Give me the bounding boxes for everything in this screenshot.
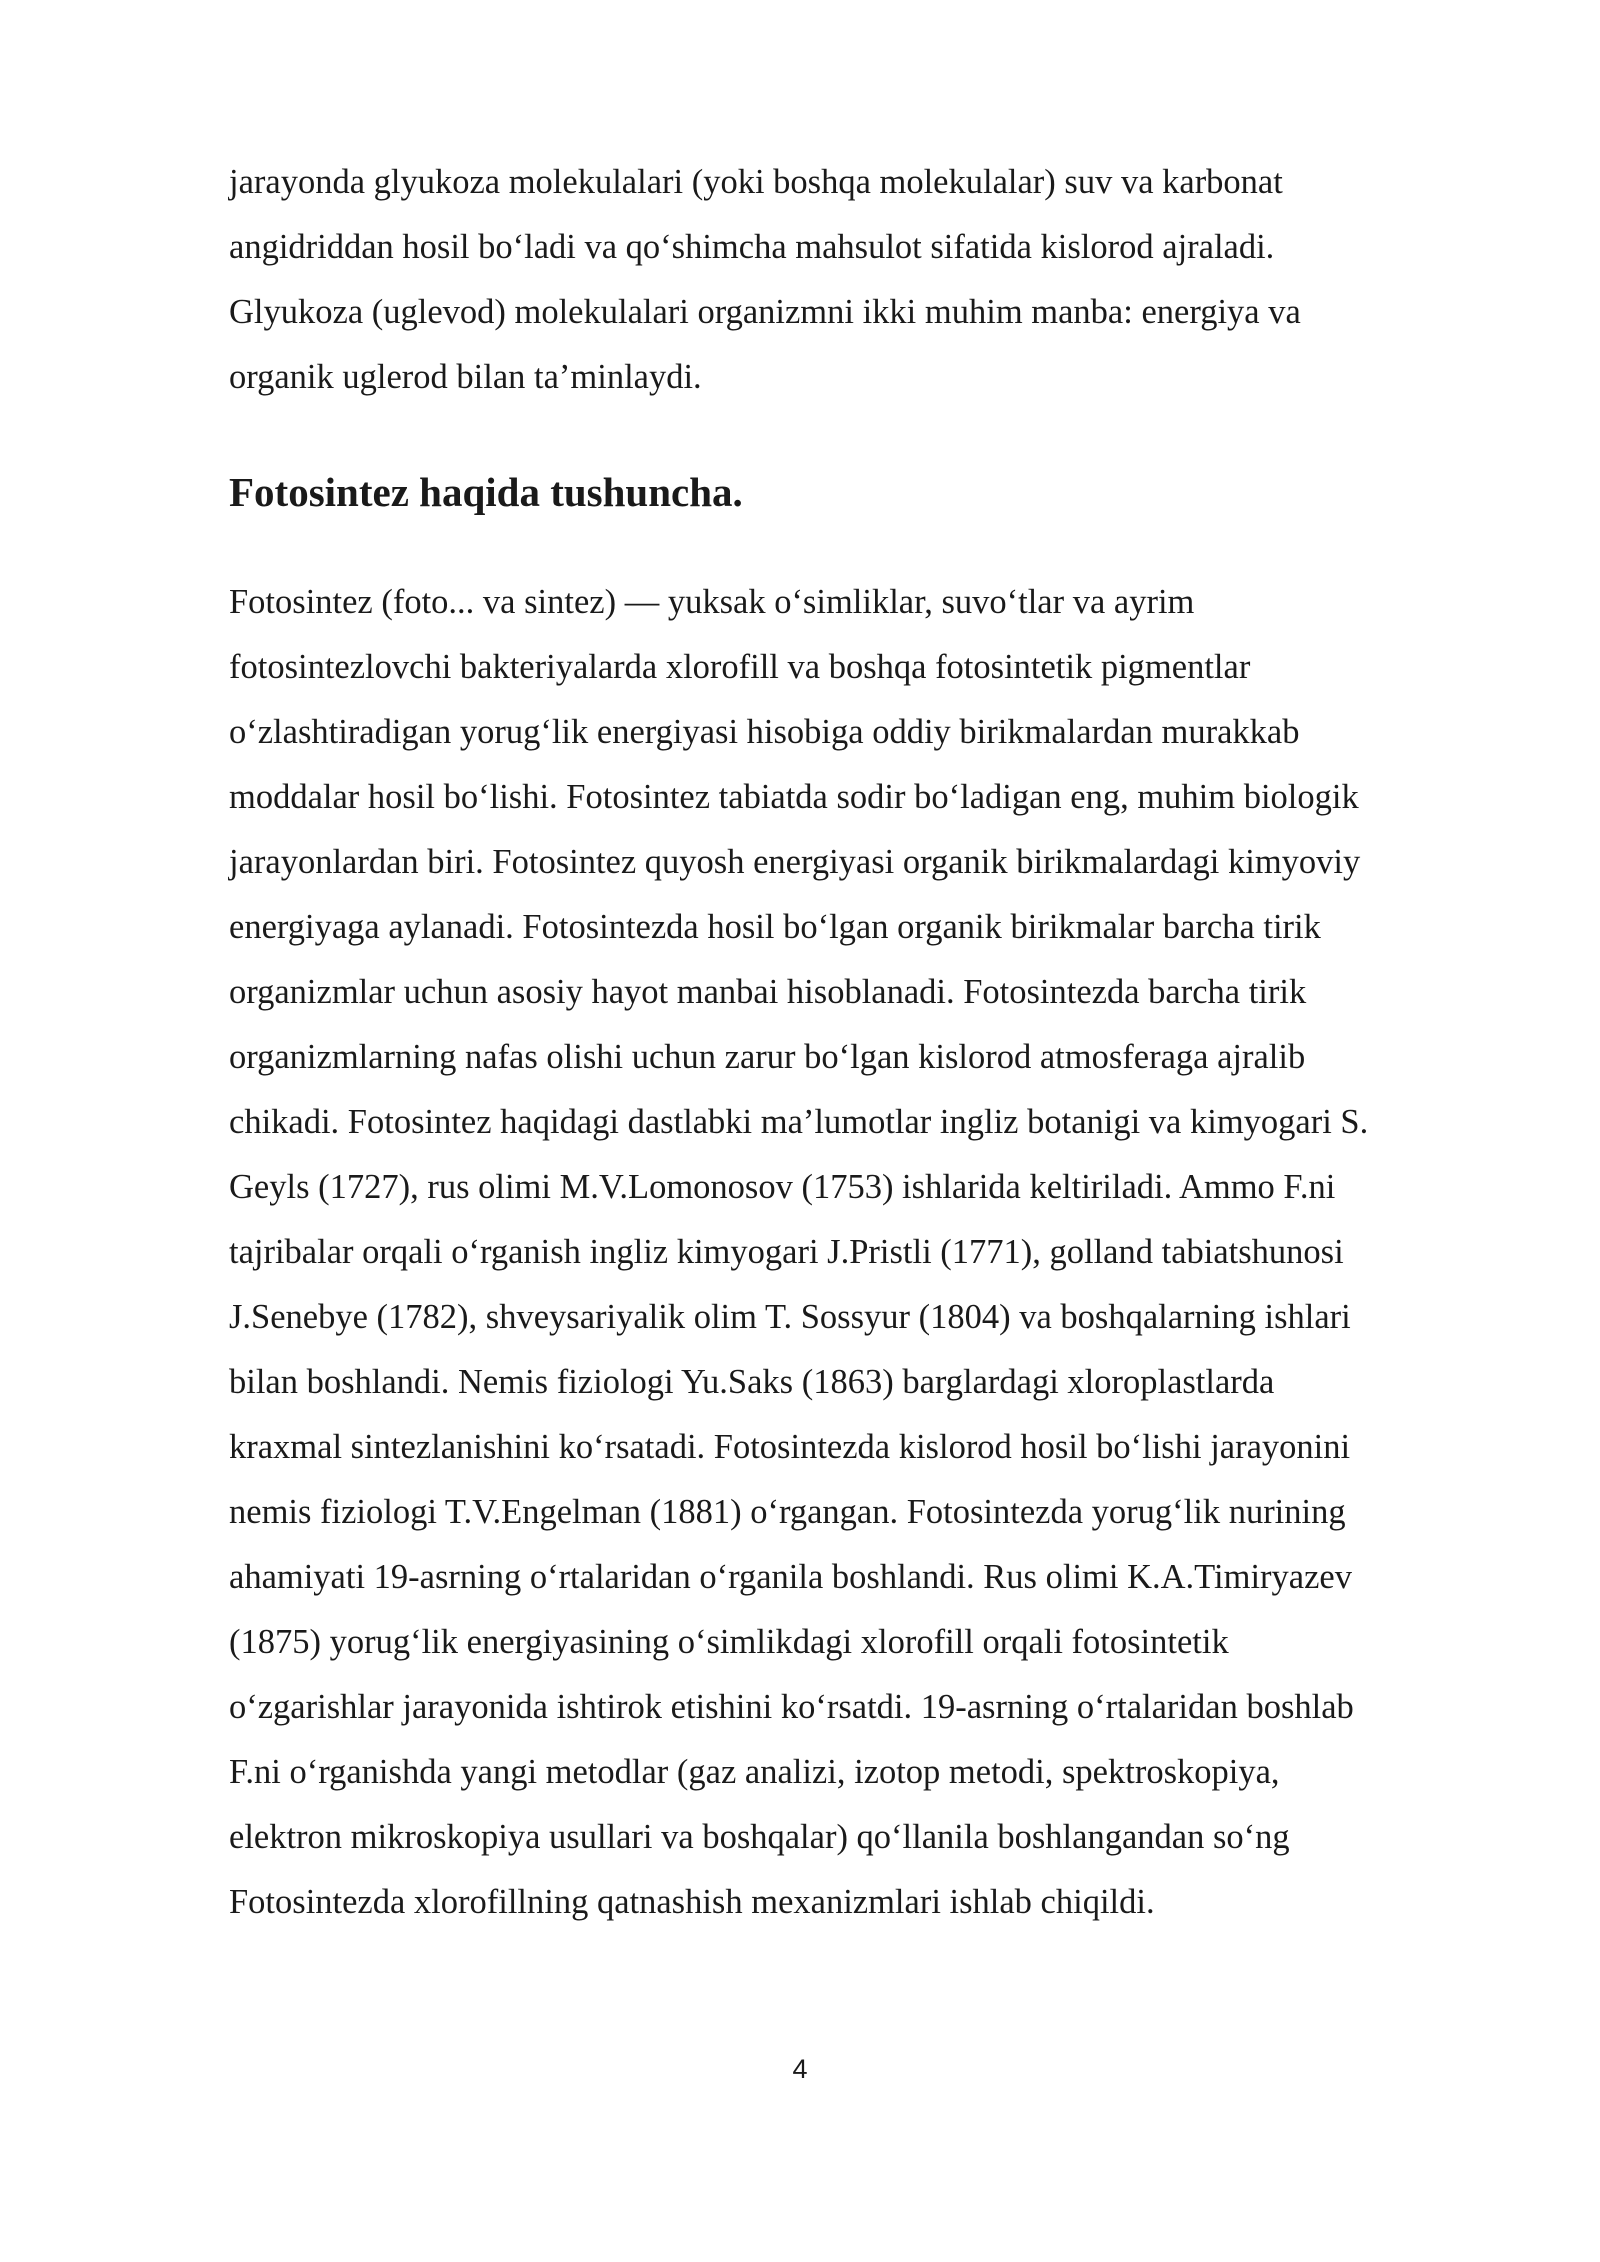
page-number: 4 xyxy=(792,2054,808,2084)
body-line: Fotosintezda xlorofillning qatnashish mexanizmlari ishlab chiqildi. xyxy=(229,1883,1155,1921)
intro-line: organik uglerod bilan ta’minlaydi. xyxy=(229,358,702,396)
section-heading: Fotosintez haqida tushuncha. xyxy=(229,469,743,515)
body-line: chikadi. Fotosintez haqidagi dastlabki ma’lumotlar ingliz botanigi va kimyogari S. xyxy=(229,1103,1369,1141)
body-line: energiyaga aylanadi. Fotosintezda hosil bo‘lgan organik birikmalar barcha tirik xyxy=(229,908,1321,946)
body-paragraph xyxy=(229,570,1479,1935)
body-line: ahamiyati 19-asrning o‘rtalaridan o‘rganila boshlandi. Rus olimi K.A.Timiryazev xyxy=(229,1558,1352,1596)
body-line: Geyls (1727), rus olimi M.V.Lomonosov (1753) ishlarida keltiriladi. Ammo F.ni xyxy=(229,1168,1336,1206)
intro-line: angidriddan hosil bo‘ladi va qo‘shimcha mahsulot sifatida kislorod ajraladi. xyxy=(229,228,1275,266)
body-line: bilan boshlandi. Nemis fiziologi Yu.Saks (1863) barglardagi xloroplastlarda xyxy=(229,1363,1275,1401)
body-line: elektron mikroskopiya usullari va boshqalar) qo‘llanila boshlangandan so‘ng xyxy=(229,1818,1290,1856)
intro-line: Glyukoza (uglevod) molekulalari organizmni ikki muhim manba: energiya va xyxy=(229,293,1301,331)
intro-line: jarayonda glyukoza molekulalari (yoki boshqa molekulalar) suv va karbonat xyxy=(229,163,1283,201)
body-line: o‘zlashtiradigan yorug‘lik energiyasi hisobiga oddiy birikmalardan murakkab xyxy=(229,713,1300,751)
body-line: organizmlar uchun asosiy hayot manbai hisoblanadi. Fotosintezda barcha tirik xyxy=(229,973,1307,1011)
body-line: o‘zgarishlar jarayonida ishtirok etishini ko‘rsatdi. 19-asrning o‘rtalaridan boshlab xyxy=(229,1688,1354,1726)
body-line: fotosintezlovchi bakteriyalarda xlorofill va boshqa fotosintetik pigmentlar xyxy=(229,648,1251,686)
body-line: jarayonlardan biri. Fotosintez quyosh energiyasi organik birikmalardagi kimyoviy xyxy=(229,843,1361,881)
body-line: Fotosintez (foto... va sintez) — yuksak o‘simliklar, suvo‘tlar va ayrim xyxy=(229,583,1195,621)
body-line: organizmlarning nafas olishi uchun zarur bo‘lgan kislorod atmosferaga ajralib xyxy=(229,1038,1306,1076)
body-line: tajribalar orqali o‘rganish ingliz kimyogari J.Pristli (1771), golland tabiatshunosi xyxy=(229,1233,1344,1271)
body-line: F.ni o‘rganishda yangi metodlar (gaz analizi, izotop metodi, spektroskopiya, xyxy=(229,1753,1280,1791)
body-line: nemis fiziologi T.V.Engelman (1881) o‘rgangan. Fotosintezda yorug‘lik nurining xyxy=(229,1493,1346,1531)
page-content xyxy=(229,150,1479,1935)
body-line: (1875) yorug‘lik energiyasining o‘simlikdagi xlorofill orqali fotosintetik xyxy=(229,1623,1229,1661)
body-line: moddalar hosil bo‘lishi. Fotosintez tabiatda sodir bo‘ladigan eng, muhim biologik xyxy=(229,778,1359,816)
body-line: J.Senebye (1782), shveysariyalik olim T. Sossyur (1804) va boshqalarning ishlari xyxy=(229,1298,1351,1336)
intro-paragraph xyxy=(229,150,1479,410)
body-line: kraxmal sintezlanishini ko‘rsatadi. Fotosintezda kislorod hosil bo‘lishi jarayonini xyxy=(229,1428,1351,1466)
